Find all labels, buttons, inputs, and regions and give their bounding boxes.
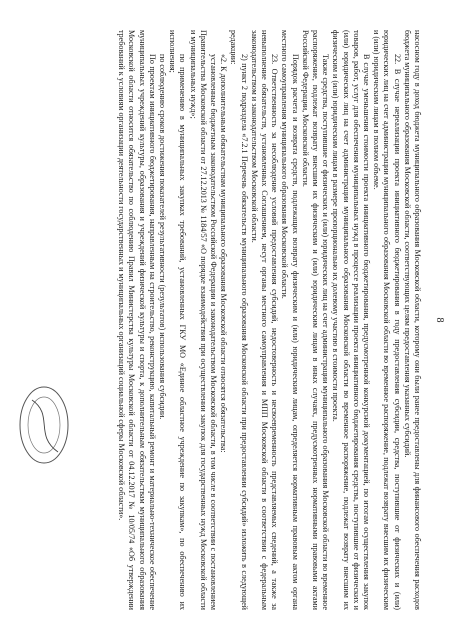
paragraph: по применению в муниципальных закупках требований, установленных ГКУ МО «Единое областное учреждение по закупкам», по обеспечению их исполнения;: [168, 30, 188, 610]
seal-stamp: [14, 380, 74, 470]
page-number: 8: [434, 317, 445, 323]
rotated-page-content: [6, 20, 446, 620]
paragraph: насосном году в доход бюджета муниципального образования Московской области, которому они были ранее предоставлены для финансового обеспечения расходов бюджета муниципального образования Московской области, соответствующих целям предоставления указанных субсидий.: [402, 30, 422, 610]
paragraph: Также средства, поступившие от физических и (или) юридических лиц на счет администрации муниципального образования Московской области во временное распоряжение, подлежат возврату внесшим их физическим и (или) юридическим лицам в иных случаях, предусмотренных нормативными правовыми актами Российской Федерации, Московской области.: [300, 30, 331, 610]
paragraph: 2) пункт 2 подраздела «7.2.1 Перечень обязательств муниципального образования Московской области при предоставлении субсидий» изложить в следующей редакции:: [229, 30, 249, 610]
paragraph: по соблюдению сроков достижения показателей результативности (результатов) использования субсидии.: [157, 54, 167, 420]
paragraph: По проектам инициативного бюджетирования, направленным на строительство, реконструкцию, капитальный ремонт и материально-техническое обеспечение муниципальных учреждений культуры, образования и учреждений физической культуры и спорта, к дополнительным обязательствам муниципального образования Московской области относится обязательство по соблюдению Правил Министерства культуры Московской области от 04.12.2017 № 10/05/74 «Об утверждении требований к условиям организации деятельности государственных и муниципальных организаций социальной сферы Московской области».: [117, 30, 157, 610]
body-text: [116, 30, 422, 610]
paragraph: установленные бюджетным законодательством Российской Федерации и законодательством Московской области, в том числе в соответствии с постановлением Правительства Московской области от 27.12.2013 № 1184/57 «О порядке взаимодействия при осуществлении закупок для государственных нужд Московской области и муниципальных нужд»;: [188, 30, 218, 610]
paragraph: В случае уменьшения стоимости проекта инициативного бюджетирования, предусмотренной конкурсной документацией, по итогам осуществления закупок товаров, работ, услуг для обеспечения муниципальных нужд в процессе реализации проекта инициативного бюджетирования средства, поступившие от физических и (или) юридических лиц на счет администрации муниципального образования Московской области во временное распоряжение, подлежат возврату внесшим их физическим и (или) юридическим лицам в размере пропорционально их долевому участию в стоимости проекта.: [331, 30, 371, 610]
paragraph: 23. Ответственность за несоблюдение условий предоставления субсидий, недостоверность и несвоевременность представляемых сведений, а также за невыполнение обязательств, установленных Соглашением, несут органы местного самоуправления и МПП Московской области в соответствии с федеральным законодательством и законодательством Московской области.: [249, 30, 280, 610]
paragraph: 22. В случае нереализации проекта инициативного бюджетирования в году предоставления субсидии, средства, поступившие от физических и (или) юридических лиц на счет администрации муниципального образования Московской области во временное распоряжение, подлежат возврату внесшим их физическим и (или) юридическим лицам в полном объеме.: [372, 30, 402, 610]
paragraph: «2. К дополнительным обязательствам муниципального образования Московской области относятся обязательства:: [219, 54, 229, 453]
paragraph: Порядок расчета и возврата средств, подлежащих возврату физическим и (или) юридическим лицам, определяется нормативным правовым актом органа местного самоуправления муниципального образования Московской области.: [280, 30, 300, 610]
